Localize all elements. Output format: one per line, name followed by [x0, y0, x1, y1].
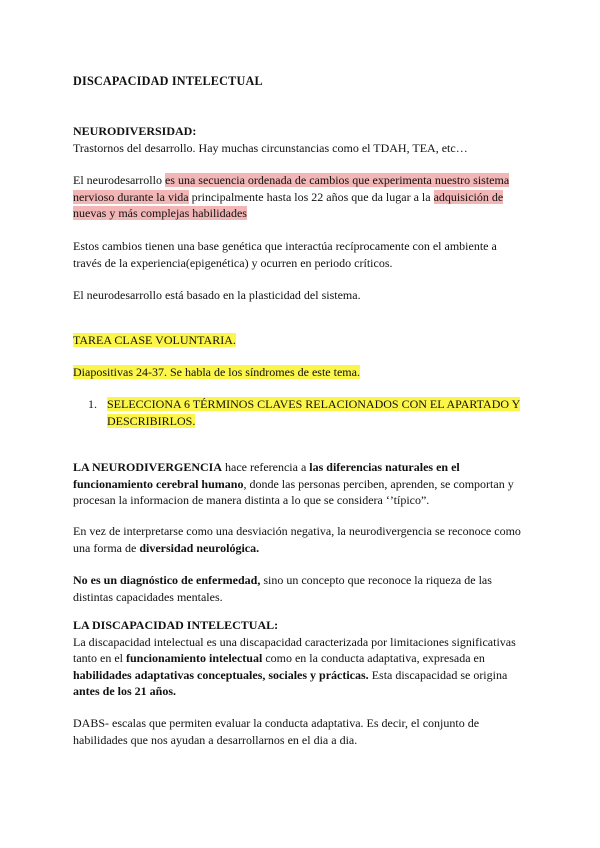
bold-run: diversidad neurológica.: [139, 540, 260, 555]
numbered-list-item: [88, 396, 547, 429]
bold-run: LA NEURODIVERGENCIA: [73, 460, 223, 474]
text-run: Esta discapacidad se origina: [368, 667, 508, 682]
text-run: , donde las personas perciben, aprenden, se comportan y procesan la informacion de manera distinta a lo que se considera ‘’típico”.: [73, 476, 514, 507]
text-run: sino un concepto que reconoce la riqueza de las distintas capacidades mentales.: [73, 573, 492, 604]
neurodivergencia-paragraph: [73, 459, 528, 509]
diapositivas-line: [73, 364, 528, 381]
list-number: 1.: [88, 397, 97, 411]
genetica-paragraph: Estos cambios tienen una base genética que interactúa recíprocamente con el ambiente a través de la experiencia(epigenética) y ocurren en periodo críticos.: [73, 239, 497, 270]
highlight-yellow: SELECCIONA 6 TÉRMINOS CLAVES RELACIONADOS CON EL APARTADO Y DESCRIBIRLOS.: [107, 397, 521, 428]
discapacidad-paragraph: [73, 634, 528, 700]
text-run: El neurodesarrollo: [73, 173, 165, 187]
highlight-yellow: Diapositivas 24-37. Se habla de los síndromes de este tema.: [73, 365, 360, 379]
bold-run: las diferencias naturales en el funcionamiento cerebral humano: [73, 460, 460, 491]
highlight-yellow: TAREA CLASE VOLUNTARIA.: [73, 333, 236, 347]
text-run: principalmente hasta los 22 años que da lugar a la: [188, 189, 434, 204]
bold-run: No es un diagnóstico de enfermedad,: [73, 573, 261, 587]
diagnostico-paragraph: [73, 572, 528, 605]
neurodiversidad-heading: NEURODIVERSIDAD:: [73, 124, 197, 138]
dabs-paragraph: DABS- escalas que permiten evaluar la conducta adaptativa. Es decir, el conjunto de habilidades que nos ayudan a desarrollarnos en el dia a dia.: [73, 716, 480, 747]
neurodesarrollo-paragraph: [73, 172, 528, 222]
text-run: hace referencia a: [222, 460, 310, 474]
discapacidad-heading: LA DISCAPACIDAD INTELECTUAL:: [73, 618, 279, 632]
plasticidad-paragraph: El neurodesarrollo está basado en la plasticidad del sistema.: [73, 288, 361, 302]
text-run: como en la conducta adaptativa, expresada en: [262, 651, 485, 665]
diversidad-paragraph: [73, 523, 528, 556]
highlight-red: es una secuencia ordenada de cambios que experimenta nuestro sistema nervioso durante la vida: [73, 173, 510, 204]
bold-run: funcionamiento intelectual: [125, 651, 263, 665]
neurodiversidad-section: [73, 123, 528, 156]
bold-run: antes de los 21 años.: [73, 684, 177, 698]
text-run: La discapacidad intelectual es una discapacidad caracterizada por limitaciones significativas tanto en el: [73, 634, 516, 665]
document-title: DISCAPACIDAD INTELECTUAL: [73, 74, 263, 88]
neurodiversidad-line: Trastornos del desarrollo. Hay muchas circunstancias como el TDAH, TEA, etc…: [73, 140, 468, 155]
tarea-line: [73, 332, 528, 349]
discapacidad-intelectual-section: [73, 617, 528, 700]
bold-run: habilidades adaptativas conceptuales, sociales y prácticas.: [73, 667, 369, 682]
text-run: En vez de interpretarse como una desviación negativa, la neurodivergencia se reconoce como una forma de: [73, 524, 521, 555]
highlight-red: adquisición de nuevas y más complejas habilidades: [73, 189, 504, 220]
